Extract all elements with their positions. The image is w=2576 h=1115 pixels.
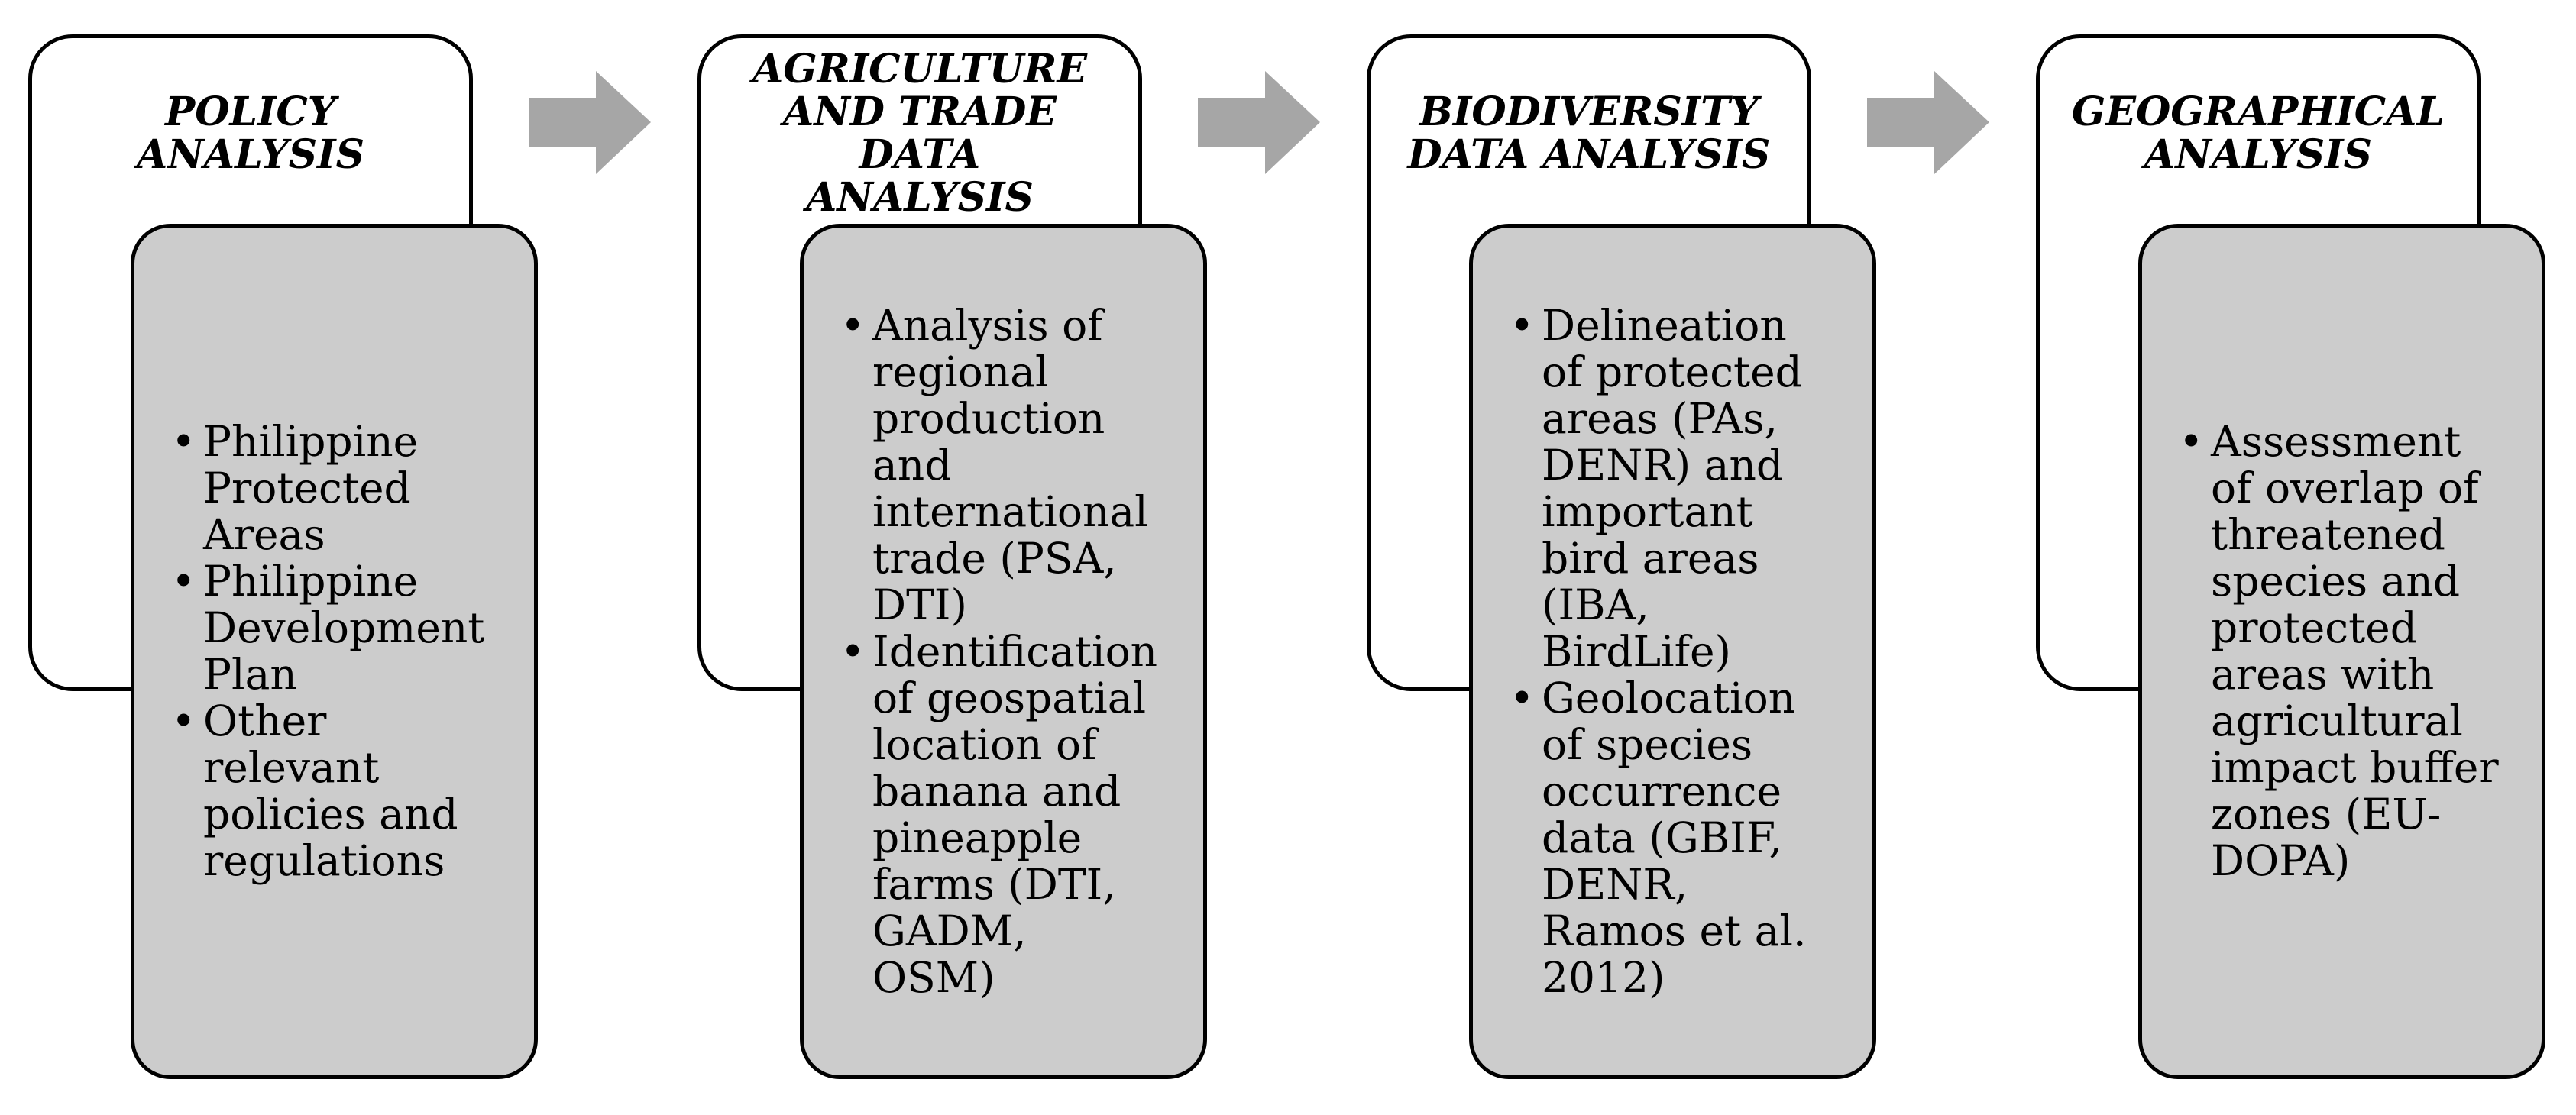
- bullet-list: [2179, 419, 2519, 884]
- stage-title: AGRICULTURE AND TRADE DATA ANALYSIS: [752, 45, 1088, 221]
- bullet-icon: •: [1510, 300, 1535, 350]
- bullet-item: [1510, 302, 1849, 675]
- bullet-icon: •: [1510, 673, 1535, 722]
- bullet-text: Assessment of overlap of threatened species and protected areas with agricultural impact buffer zones (EU- DOPA): [2211, 417, 2499, 885]
- flow-arrow-icon: [1867, 71, 1989, 174]
- bullet-item: [840, 626, 1180, 1002]
- bullet-icon: •: [171, 557, 196, 606]
- bullet-item: [1510, 675, 1849, 1001]
- stage-content-box: [800, 224, 1207, 1079]
- flow-arrow-icon: [529, 71, 651, 174]
- stage-geographical-analysis: [2008, 0, 2576, 1115]
- bullet-item: [840, 302, 1180, 629]
- bullet-icon: •: [2179, 417, 2204, 466]
- bullet-item: [171, 558, 511, 698]
- bullet-list: [1510, 302, 1849, 1001]
- bullet-text: Other relevant policies and regulations: [203, 696, 458, 885]
- bullet-list: [840, 302, 1180, 1001]
- bullet-text: Geolocation of species occurrence data (GBIF, DENR, Ramos et al. 2012): [1542, 673, 1807, 1002]
- bullet-item: [171, 419, 511, 558]
- bullet-text: Identification of geospatial location of banana and pineapple farms (DTI, GADM, OSM): [872, 626, 1158, 1002]
- bullet-icon: •: [840, 626, 866, 676]
- bullet-text: Analysis of regional production and international trade (PSA, DTI): [872, 300, 1148, 629]
- bullet-icon: •: [171, 696, 196, 745]
- bullet-icon: •: [840, 300, 866, 350]
- bullet-icon: •: [171, 417, 196, 466]
- stage-content-box: [131, 224, 538, 1079]
- stage-content-box: [2138, 224, 2545, 1079]
- stage-title: POLICY ANALYSIS: [136, 88, 364, 178]
- bullet-text: Delineation of protected areas (PAs, DENR) and important bird areas (IBA, BirdLife): [1542, 300, 1802, 676]
- bullet-text: Philippine Development Plan: [203, 557, 485, 699]
- bullet-item: [2179, 419, 2519, 884]
- stage-title: BIODIVERSITY DATA ANALYSIS: [1407, 88, 1771, 178]
- stage-content-box: [1469, 224, 1876, 1079]
- bullet-item: [171, 698, 511, 884]
- flow-arrow-icon: [1198, 71, 1320, 174]
- bullet-text: Philippine Protected Areas: [203, 417, 419, 559]
- bullet-list: [171, 419, 511, 884]
- stage-title: GEOGRAPHICAL ANALYSIS: [2071, 88, 2445, 178]
